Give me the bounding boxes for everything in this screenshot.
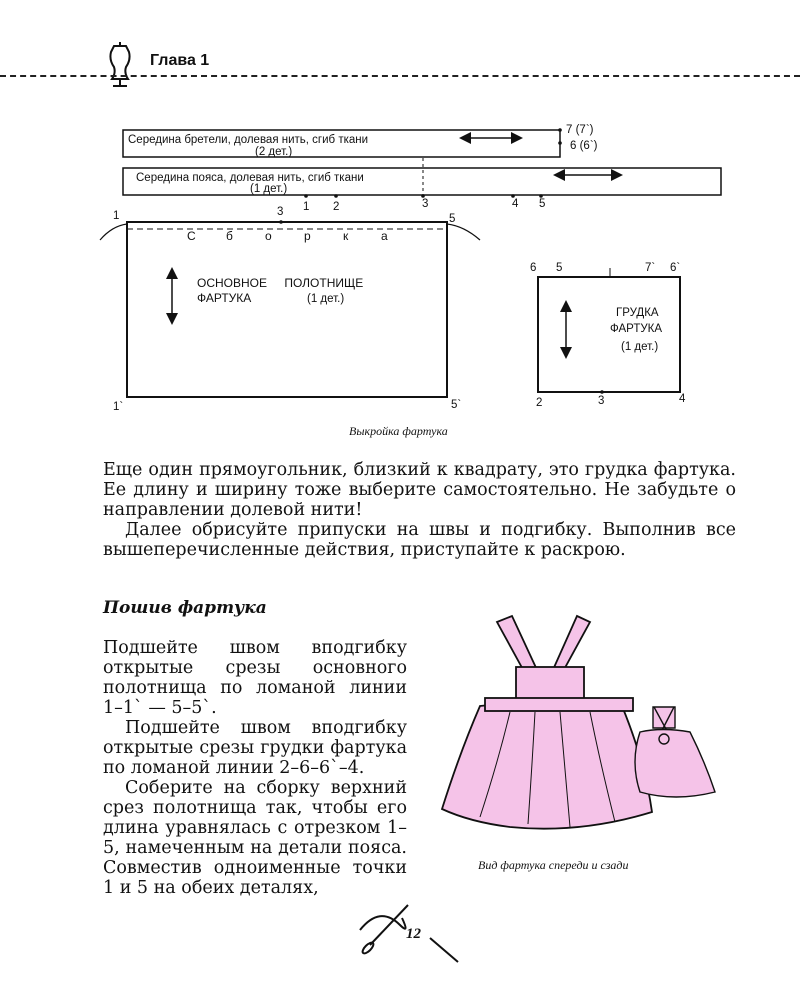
page-number: 12: [406, 926, 421, 942]
skirt-point-3: 3: [277, 206, 284, 218]
skirt-title: ОСНОВНОЕ ПОЛОТНИЩЕ: [197, 276, 364, 290]
skirt-point-5p: 5`: [451, 399, 462, 411]
skirt-title-2: ФАРТУКА: [197, 291, 252, 305]
gather-letter: о: [265, 229, 272, 243]
paragraph: Соберите на сборку верхний срез полотнища так, чтобы его длина уравнялась с отрезком 1–5, намеченным на детали пояса. Совместив одноименные точки 1 и 5 на обеих деталях,: [103, 778, 407, 898]
skirt-count: (1 дет.): [307, 293, 345, 305]
bib-point-7p: 7`: [645, 262, 656, 274]
belt-point-2: 2: [333, 201, 340, 213]
diagram-caption: Выкройка фартука: [349, 424, 448, 438]
belt-point-5: 5: [539, 198, 546, 210]
skirt-point-5: 5: [449, 213, 456, 225]
apron-pattern-diagram: [0, 110, 800, 450]
bib-point-6: 6: [530, 262, 537, 274]
belt-label: Середина пояса, долевая нить, сгиб ткани: [136, 172, 364, 184]
gather-letter: а: [381, 229, 388, 243]
main-text: [103, 460, 736, 560]
chapter-title: Глава 1: [150, 52, 210, 69]
bib-point-5: 5: [556, 262, 563, 274]
belt-count: (1 дет.): [250, 183, 288, 195]
paragraph: Еще один прямоугольник, близкий к квадрату, это грудка фартука. Ее длину и ширину тоже выберите самостоятельно. Не забудьте о направлении долевой нити!: [103, 460, 736, 520]
bib-point-3: 3: [598, 395, 605, 407]
belt-point-1: 1: [303, 201, 310, 213]
bib-point-2: 2: [536, 397, 543, 409]
strap-point-7: 7 (7`): [566, 124, 594, 136]
section-title: Пошив фартука: [103, 598, 267, 618]
gather-letter: С: [187, 229, 196, 243]
apron-illustration: [440, 612, 740, 844]
header-divider: [0, 75, 800, 77]
belt-point-3: 3: [422, 198, 429, 210]
bib-point-4: 4: [679, 393, 686, 405]
bib-title: ГРУДКА: [616, 307, 659, 319]
apron-front: [442, 616, 652, 829]
bib-count: (1 дет.): [621, 341, 659, 353]
paragraph: Подшейте швом вподгибку открытые срезы основного полотнища по ломаной линии 1–1` — 5–5`.: [103, 638, 407, 718]
gather-letter: б: [226, 229, 233, 243]
paragraph: Далее обрисуйте припуски на швы и подгибку. Выполнив все вышеперечисленные действия, приступайте к раскрою.: [103, 520, 736, 560]
bib-title-2: ФАРТУКА: [610, 323, 663, 335]
gather-letter: к: [343, 229, 349, 243]
illustration-caption: Вид фартука спереди и сзади: [478, 858, 629, 872]
section-text: [103, 638, 407, 898]
dress-form-icon: [100, 40, 140, 90]
strap-label: Середина бретели, долевая нить, сгиб ткани: [128, 134, 369, 146]
gather-letter: р: [304, 229, 311, 243]
bib-point-6p: 6`: [670, 262, 681, 274]
paragraph: Подшейте швом вподгибку открытые срезы грудки фартука по ломаной линии 2–6–6`–4.: [103, 718, 407, 778]
skirt-point-1p: 1`: [113, 401, 124, 413]
strap-count: (2 дет.): [255, 146, 293, 158]
belt-point-4: 4: [512, 198, 519, 210]
skirt-point-1: 1: [113, 210, 120, 222]
skirt-piece: [127, 222, 447, 397]
apron-back: [635, 707, 715, 797]
strap-point-6: 6 (6`): [570, 140, 598, 152]
